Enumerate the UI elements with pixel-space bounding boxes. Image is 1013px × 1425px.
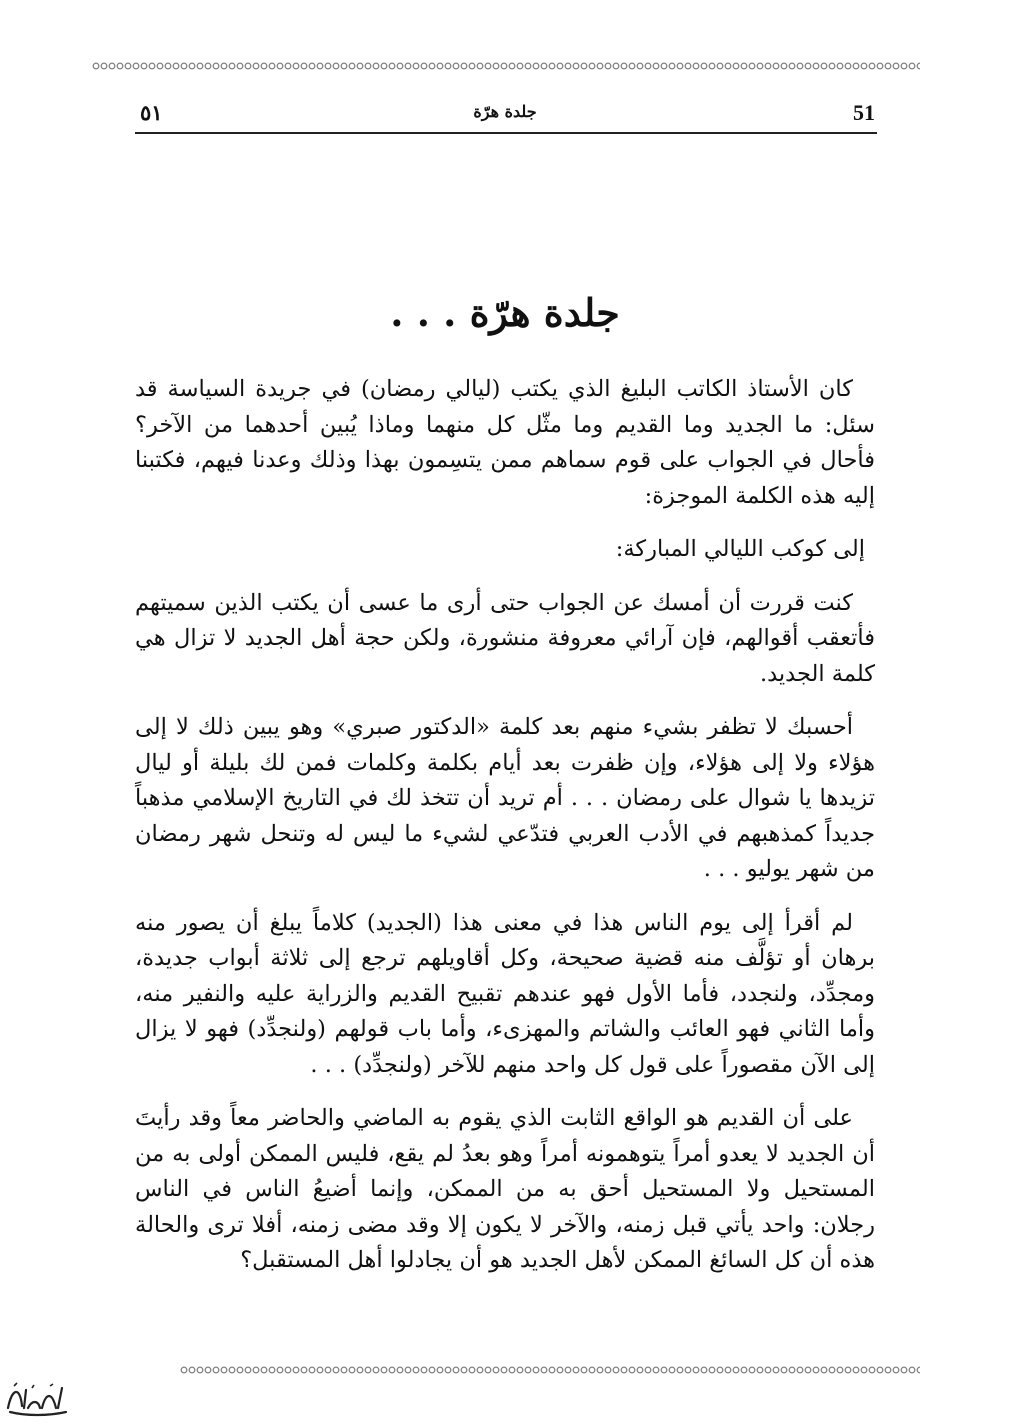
paragraph: كنت قررت أن أمسك عن الجواب حتى أرى ما عسى أن يكتب الذين سميتهم فأتعقب أقوالهم، فإن آرائي معروفة منشورة، ولكن حجة أهل الجديد لا تزال هي كلمة الجديد. <box>135 589 875 687</box>
chapter-title: جلدة هرّة . . . <box>390 290 620 335</box>
paragraph: لم أقرأ إلى يوم الناس هذا في معنى هذا (الجديد) كلاماً يبلغ أن يصور منه برهان أو تؤلَّف منه قضية صحيحة، وكل أقاويلهم ترجع إلى ثلاثة أبواب جديدة، ومجدِّد، ولنجدد، فأما الأول فهو عندهم تقبيح القديم والزراية عليه والنفير منه، وأما الثاني فهو العائب والشاتم والمهزىء، وأما باب قولهم (ولنجدِّد) فهو لا يزال إلى الآن مقصوراً على قول كل واحد منهم للآخر (ولنجدِّد) . . . <box>135 909 875 1078</box>
paragraph: على أن القديم هو الواقع الثابت الذي يقوم به الماضي والحاضر معاً وقد رأيتَ أن الجديد لا يعدو أمراً يتوهمونه أمراً وهو بعدُ لم يقع، فليس الممكن أولى به من المستحيل ولا المستحيل أحق به من الممكن، وإنما أضيعُ الناس في الناس رجلان: واحد يأتي قبل زمنه، والآخر لا يكون إلا وقد مضى زمنه، أفلا ترى والحالة هذه أن كل السائغ الممكن لأهل الجديد هو أن يجادلوا أهل المستقبل؟ <box>135 1105 875 1273</box>
top-ornament-border <box>92 60 920 72</box>
page-number-latin: 51 <box>853 100 875 125</box>
body-text <box>135 372 875 1297</box>
page-number-arabic: ٥١ <box>140 100 163 125</box>
paragraph: أحسبك لا تظفر بشيء منهم بعد كلمة «الدكتور صبري» وهو يبين ذلك لا إلى هؤلاء ولا إلى هؤلاء، وإن ظفرت بعد أيام بكلمة وكلمات فمن لك بليلة أو ليال تزيدها يا شوال على رمضان . . . أم تريد أن تتخذ لك في التاريخ الإسلامي مذهباً جديداً كمذهبهم في الأدب العربي فتدّعي لشيء ما ليس له وتنحل شهر رمضان من شهر يوليو . . . <box>135 714 875 882</box>
running-title: جلدة هرّة <box>473 102 537 121</box>
page-header <box>135 98 875 132</box>
header-rule <box>135 132 877 134</box>
paragraph: كان الأستاذ الكاتب البليغ الذي يكتب (ليالي رمضان) في جريدة السياسة قد سئل: ما الجديد وما القديم وما مثّل كل منهما وماذا يُبين أحدهما من الآخر؟ فأحال في الجواب على قوم سماهم ممن يتسِمون بهذا وذلك وعدنا فيهم، فكتبنا إليه هذه الكلمة الموجزة: <box>135 376 875 509</box>
calligraphy-stamp-logo <box>2 1378 72 1420</box>
salutation: إلى كوكب الليالي المباركة: <box>615 536 865 562</box>
bottom-ornament-border <box>180 1364 920 1376</box>
